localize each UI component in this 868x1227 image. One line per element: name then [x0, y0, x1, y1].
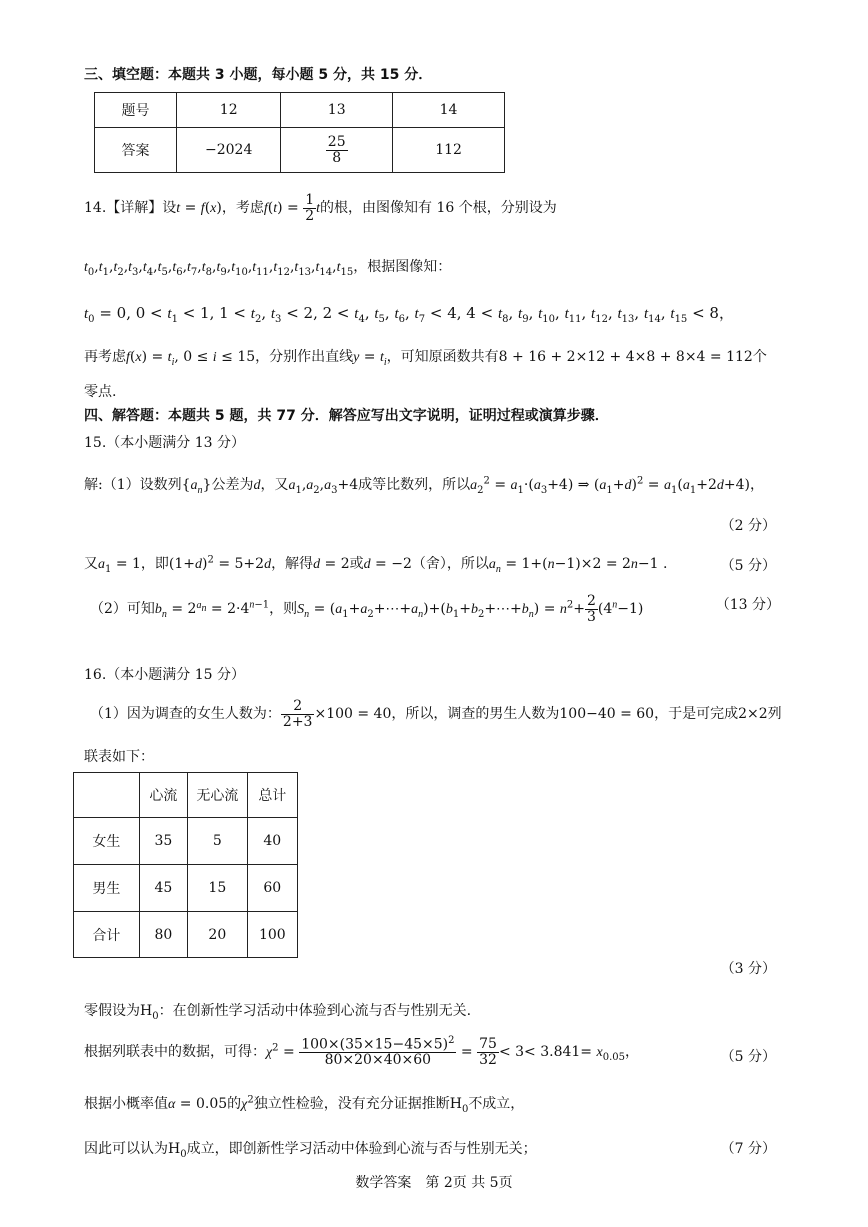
- q14-line1: 14.【详解】设t = f(x)，考虑f(t) = $\frac{1}{2}$ t的根，由图像知有 16 个根，分别设为: [84, 192, 557, 224]
- table-col-14: 14: [393, 93, 505, 128]
- table-row: 女生 35 5 40: [74, 818, 298, 865]
- section3-heading: 三、填空题：本题共 3 小题，每小题 5 分，共 15 分．: [84, 67, 433, 83]
- q15-score3: （13 分）: [715, 597, 780, 613]
- q14-line5: 零点.: [84, 384, 117, 400]
- contingency-table: [73, 772, 298, 958]
- q16-line3: 零假设为$H_0$：在创新性学习活动中体验到心流与否与性别无关.: [84, 1003, 472, 1022]
- col-header-flow: 心流: [139, 773, 187, 818]
- q16-line4: 根据列联表中的数据，可得：$\chi^2$ = $\frac{100\times(35\times 15-45\times 5)^2}{80\times 20\times 40\times 60}$ = $\frac{75}{32}$ < $3< 3.841= x_{0.05}$，: [84, 1035, 639, 1069]
- q16-title: 16.（本小题满分 15 分）: [84, 667, 245, 683]
- q16-score3: （7 分）: [720, 1141, 776, 1157]
- table-header-label: 题号: [95, 93, 177, 128]
- table-answer-label: 答案: [95, 128, 177, 173]
- q15-score2: （5 分）: [720, 558, 776, 574]
- col-header-total: 总计: [247, 773, 297, 818]
- table-row: 合计 80 20 100: [74, 912, 298, 958]
- q15-line2: 又$a_1 = 1$，即$(1+d)^2 = 5+2d$，解得d = 2或d = −2（舍），所以$a_n = 1+(n-1)\times 2 = 2n-1$ .: [84, 554, 668, 575]
- q15-score1: （2 分）: [720, 518, 776, 534]
- q16-line2: 联表如下：: [84, 749, 154, 765]
- table-row: 男生 45 15 60: [74, 865, 298, 912]
- q16-score2: （5 分）: [720, 1049, 776, 1065]
- answer-13: $\frac{25}{8}$: [281, 128, 393, 173]
- col-header-noflow: 无心流: [188, 773, 248, 818]
- q16-line1: （1）因为调查的女生人数为： $\frac{2}{2+3}$ ×100 = 40，所以，调查的男生人数为100−40 = 60，于是可完成2×2列: [90, 698, 782, 730]
- q15-line3: （2）可知$b_n = 2^{a_n} = 2\cdot 4^{n-1}$，则$S_n$ = $(a_1+a_2+\cdots+a_n)+(b_1+b_2+\cdots+b_n) = n^2+$ $\frac{2}{3}$ $(4^n-1)$: [90, 593, 644, 625]
- q16-score1: （3 分）: [720, 961, 776, 977]
- answer-table: [94, 92, 505, 173]
- q15-line1: 解:（1）设数列$\{a_n\}$公差为d，又$a_1,a_2,a_3+4$成等比数列，所以$a_2^2 = a_1\cdot(a_3+4)$ ⇒ $(a_1+d)^2 = a_1(a_1+2d+4)$，: [84, 475, 764, 496]
- q15-title: 15.（本小题满分 13 分）: [84, 435, 245, 451]
- answer-12: −2024: [177, 128, 281, 173]
- q16-line5: 根据小概率值α = 0.05的$\chi^2$独立性检验，没有充分证据推断$H_0$不成立，: [84, 1094, 525, 1115]
- q14-line4: 再考虑$f(x) = t_i$, 0 ≤ i ≤ 15，分别作出直线$y = t_i$，可知原函数共有8 + 16 + 2×12 + 4×8 + 8×4 = 112个: [84, 349, 767, 368]
- answer-14: 112: [393, 128, 505, 173]
- q16-line6: 因此可以认为$H_0$成立，即创新性学习活动中体验到心流与否与性别无关；: [84, 1141, 537, 1160]
- table-col-13: 13: [281, 93, 393, 128]
- table-col-12: 12: [177, 93, 281, 128]
- section4-heading: 四、解答题：本题共 5 题，共 77 分．解答应写出文字说明，证明过程或演算步骤．: [84, 408, 609, 424]
- page-footer: 数学答案 第 2页 共 5页: [355, 1175, 513, 1191]
- q14-line3: $t_0 = 0$, $0 < t_1 < 1$, $1 < t_2$, $t_3 < 2$, $2 < t_4$, $t_5$, $t_6$, $t_7 < 4$, $4 < t_8$, $t_9$, $t_{10}$, $t_{11}$, $t_{12}$, $t_{13}$, $t_{14}$, $t_{15} < 8$，: [84, 304, 734, 325]
- q14-line2: $t_0,t_1,t_2,t_3,t_4,t_5,t_6,t_7,t_8,t_9,t_{10},t_{11},t_{12},t_{13},t_{14},t_{15}$，根据图像知：: [84, 259, 452, 278]
